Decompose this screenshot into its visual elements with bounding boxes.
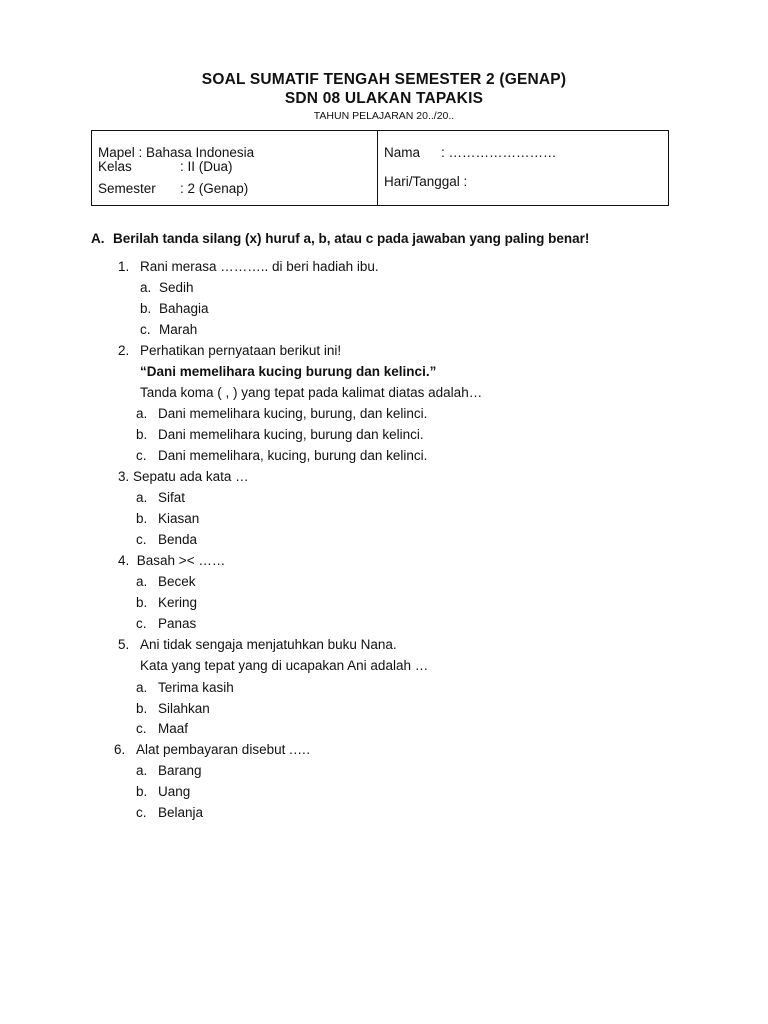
semester-field	[98, 181, 248, 196]
day-date-field[interactable]: Hari/Tanggal :	[384, 174, 468, 189]
info-box-divider	[377, 131, 378, 205]
question-4-option-a[interactable]: a. Becek	[136, 574, 196, 589]
question-6-option-c[interactable]: c. Belanja	[136, 805, 204, 820]
question-1-option-b[interactable]: b. Bahagia	[140, 301, 209, 316]
question-2-prompt: Tanda koma ( , ) yang tepat pada kalimat diatas adalah…	[140, 385, 483, 400]
question-3-option-a[interactable]: a. Sifat	[136, 490, 186, 505]
question-number: 2.	[118, 343, 130, 358]
question-5-option-c[interactable]: c. Maaf	[136, 721, 189, 736]
section-letter: A.	[91, 231, 105, 246]
question-text: Alat pembayaran disebut .….	[136, 742, 311, 757]
question-2-option-a[interactable]: a. Dani memelihara kucing, burung, dan kelinci.	[136, 406, 428, 421]
question-5-option-a[interactable]: a. Terima kasih	[136, 680, 234, 695]
name-label: Nama	[384, 145, 421, 160]
exam-title: SOAL SUMATIF TENGAH SEMESTER 2 (GENAP)	[201, 71, 567, 88]
question-number: 5.	[118, 637, 130, 652]
question-number: 6.	[114, 742, 126, 757]
question-5-prompt: Kata yang tepat yang di ucapakan Ani adalah …	[140, 658, 429, 673]
name-value: : ……………………	[441, 145, 557, 160]
class-field	[98, 159, 233, 174]
question-1	[118, 259, 379, 274]
section-instruction	[91, 231, 589, 246]
section-instruction-text: Berilah tanda silang (x) huruf a, b, atau c pada jawaban yang paling benar!	[113, 231, 590, 246]
question-6	[114, 742, 310, 757]
question-4-option-b[interactable]: b. Kering	[136, 595, 198, 610]
question-number: 1.	[118, 259, 130, 274]
question-text: Ani tidak sengaja menjatuhkan buku Nana.	[140, 637, 397, 652]
question-2-option-c[interactable]: c. Dani memelihara, kucing, burung dan kelinci.	[136, 448, 428, 463]
question-1-option-c[interactable]: c. Marah	[140, 322, 198, 337]
subject-field: Mapel : Bahasa Indonesia	[98, 145, 255, 160]
question-4-option-c[interactable]: c. Panas	[136, 616, 197, 631]
question-6-option-b[interactable]: b. Uang	[136, 784, 191, 799]
question-5	[118, 637, 397, 652]
question-3-option-c[interactable]: c. Benda	[136, 532, 198, 547]
question-text: Basah >< ……	[136, 553, 226, 568]
semester-label: Semester	[98, 181, 156, 196]
question-number: 3.	[118, 469, 130, 484]
name-field[interactable]	[384, 145, 557, 160]
question-3-option-b[interactable]: b. Kiasan	[136, 511, 200, 526]
question-2	[118, 343, 341, 358]
question-2-option-b[interactable]: b. Dani memelihara kucing, burung dan kelinci.	[136, 427, 424, 442]
semester-value: : 2 (Genap)	[180, 181, 249, 196]
question-4	[118, 553, 225, 568]
question-6-option-a[interactable]: a. Barang	[136, 763, 202, 778]
question-1-option-a[interactable]: a. Sedih	[140, 280, 194, 295]
question-number: 4.	[118, 553, 130, 568]
question-2-quote: “Dani memelihara kucing burung dan kelinci.”	[140, 364, 437, 379]
question-text: Rani merasa ……….. di beri hadiah ibu.	[140, 259, 379, 274]
question-3	[118, 469, 249, 484]
student-info-box	[91, 130, 669, 206]
question-text: Perhatikan pernyataan berikut ini!	[140, 343, 342, 358]
class-label: Kelas	[98, 159, 132, 174]
academic-year: TAHUN PELAJARAN 20../20..	[313, 110, 455, 122]
question-text: Sepatu ada kata …	[133, 469, 249, 484]
question-5-option-b[interactable]: b. Silahkan	[136, 701, 210, 716]
class-value: : II (Dua)	[180, 159, 233, 174]
school-name: SDN 08 ULAKAN TAPAKIS	[284, 90, 484, 107]
